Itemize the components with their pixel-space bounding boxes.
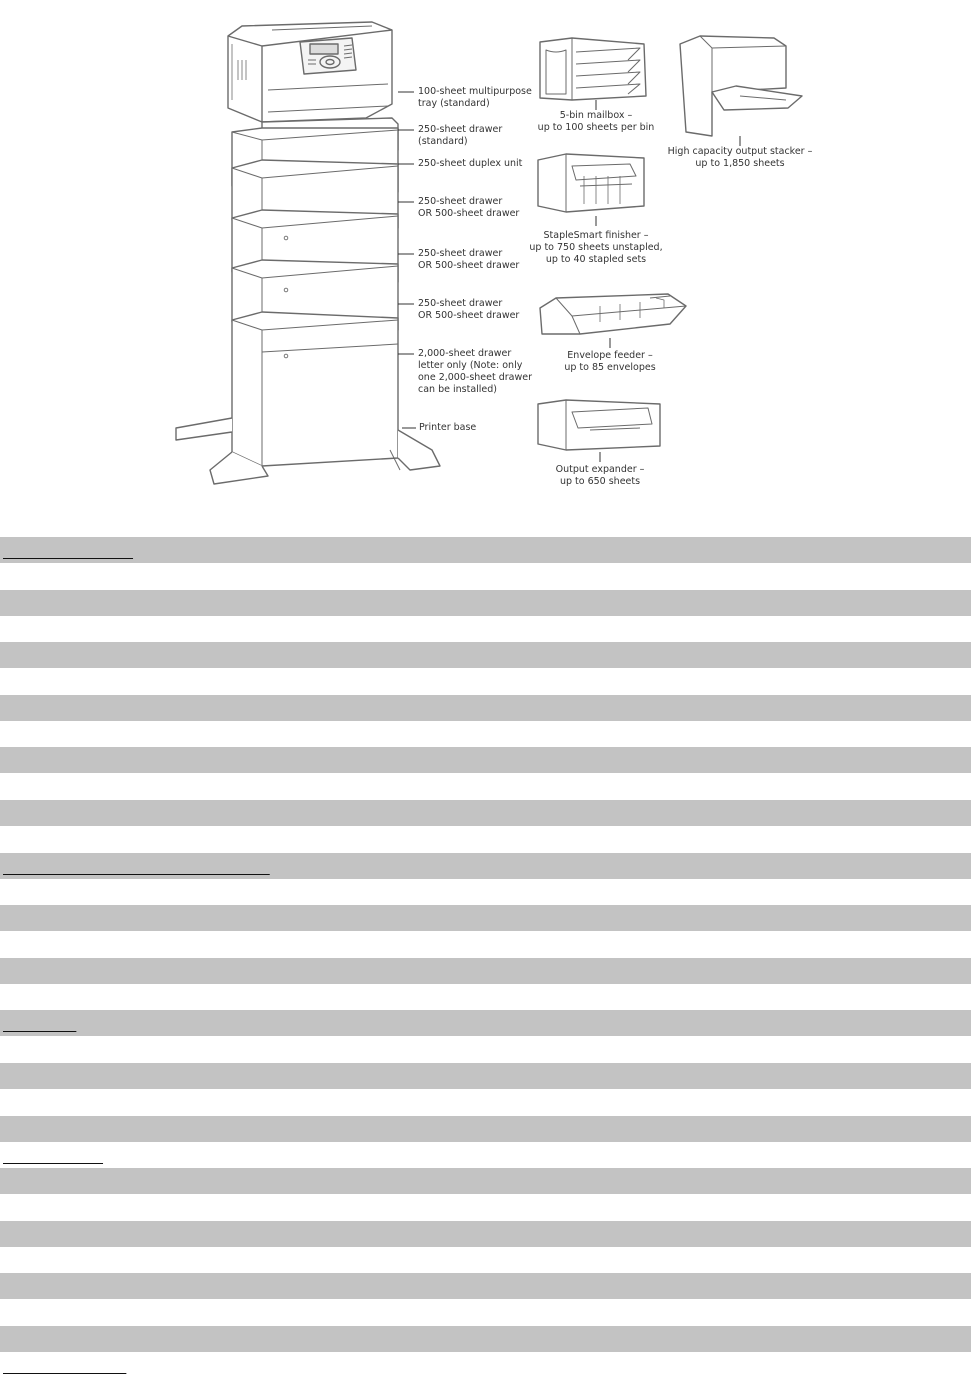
table-row — [0, 1116, 971, 1142]
callout-drawer-option-2: 250-sheet drawer OR 500-sheet drawer — [418, 248, 520, 271]
callout-output-expander: Output expander – up to 650 sheets — [555, 464, 645, 487]
section-title — [3, 546, 133, 560]
table-row — [0, 563, 971, 589]
table-row — [0, 1089, 971, 1115]
table-row — [0, 879, 971, 905]
printer-icon — [228, 22, 392, 122]
callout-multipurpose-tray: 100-sheet multipurpose tray (standard) — [418, 86, 532, 109]
section-header-row — [0, 1352, 971, 1378]
table-row — [0, 642, 971, 668]
mailbox-icon — [540, 38, 646, 100]
table-row — [0, 826, 971, 852]
callout-drawer-option-3: 250-sheet drawer OR 500-sheet drawer — [418, 298, 520, 321]
section-title — [3, 1361, 126, 1375]
table-row — [0, 774, 971, 800]
table-row — [0, 747, 971, 773]
table-row — [0, 1063, 971, 1089]
table-row — [0, 1221, 971, 1247]
table-row — [0, 590, 971, 616]
callout-standard-drawer: 250-sheet drawer (standard) — [418, 124, 503, 147]
table-row — [0, 1247, 971, 1273]
callout-finisher: StapleSmart finisher – up to 750 sheets unstapled, up to 40 stapled sets — [529, 230, 663, 265]
output-expander-icon — [538, 400, 660, 450]
table-row — [0, 932, 971, 958]
callout-duplex-unit: 250-sheet duplex unit — [418, 158, 523, 169]
callout-2000-sheet-drawer: 2,000-sheet drawer letter only (Note: only one 2,000-sheet drawer can be installed) — [418, 348, 533, 395]
table-row — [0, 616, 971, 642]
table-row — [0, 905, 971, 931]
table-row — [0, 669, 971, 695]
callout-mailbox: 5-bin mailbox – up to 100 sheets per bin — [537, 110, 655, 133]
table-row — [0, 800, 971, 826]
table-row — [0, 1037, 971, 1063]
callout-drawer-option-1: 250-sheet drawer OR 500-sheet drawer — [418, 196, 520, 219]
callout-output-stacker: High capacity output stacker – up to 1,850 sheets — [667, 146, 813, 169]
callout-envelope-feeder: Envelope feeder – up to 85 envelopes — [564, 350, 656, 373]
table-row — [0, 1300, 971, 1326]
output-stacker-icon — [680, 36, 802, 136]
envelope-feeder-icon — [540, 294, 686, 334]
table-row — [0, 1326, 971, 1352]
section-header-row — [0, 1010, 971, 1036]
table-row — [0, 721, 971, 747]
table-row — [0, 695, 971, 721]
table-row — [0, 1273, 971, 1299]
printer-configuration-illustration — [0, 0, 971, 530]
section-title — [3, 1019, 76, 1033]
section-title — [3, 1151, 103, 1165]
section-header-row — [0, 853, 971, 879]
table-row — [0, 1168, 971, 1194]
callout-printer-base: Printer base — [419, 422, 477, 433]
table-row — [0, 984, 971, 1010]
table-row — [0, 958, 971, 984]
section-header-row — [0, 537, 971, 563]
section-title — [3, 862, 270, 876]
section-header-row — [0, 1142, 971, 1168]
finisher-icon — [538, 154, 644, 212]
table-row — [0, 1195, 971, 1221]
